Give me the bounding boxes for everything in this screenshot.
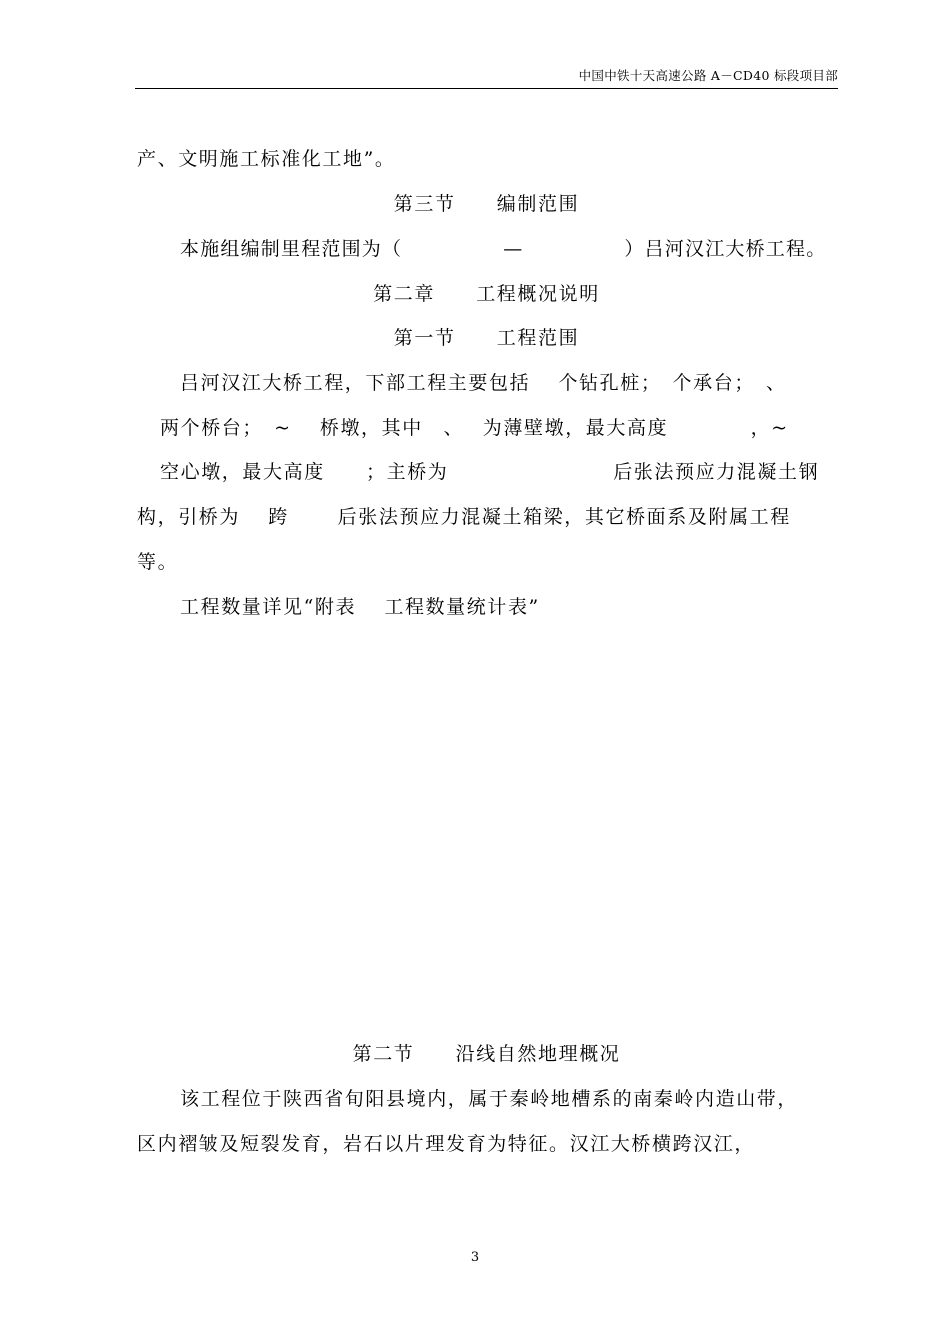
text-line: 构，引桥为 跨 后张法预应力混凝土箱梁，其它桥面系及附属工程: [137, 506, 791, 528]
chapter-title: 第二章 工程概况说明: [373, 283, 600, 305]
text-line: 区内褶皱及短裂发育，岩石以片理发育为特征。汉江大桥横跨汉江，: [137, 1133, 756, 1155]
section-title: 第一节 工程范围: [393, 327, 580, 349]
text-line: 工程数量详见“附表 工程数量统计表”: [180, 596, 540, 618]
text-line: 空心墩，最大高度 ；主桥为 后张法预应力混凝土钢: [160, 461, 820, 483]
page-number: 3: [470, 1250, 480, 1265]
header-text: 中国中铁十天高速公路 A－CD40 标段项目部: [578, 68, 838, 83]
scope-text: 本施组编制里程范围为（ — ）吕河汉江大桥工程。: [180, 238, 827, 260]
text-line: 产、文明施工标准化工地”。: [137, 148, 396, 170]
text-line: 等。: [137, 551, 179, 573]
text-line: 吕河汉江大桥工程，下部工程主要包括 个钻孔桩； 个承台； 、: [180, 372, 787, 394]
page-header: [135, 70, 838, 89]
text-line: 该工程位于陕西省旬阳县境内，属于秦岭地槽系的南秦岭内造山带，: [180, 1088, 799, 1110]
text-line: 两个桥台； ~ 桥墩，其中 、 为薄壁墩，最大高度 ，~: [160, 417, 789, 439]
section-title: 第三节 编制范围: [393, 193, 580, 215]
section-title: 第二节 沿线自然地理概况: [352, 1043, 621, 1065]
